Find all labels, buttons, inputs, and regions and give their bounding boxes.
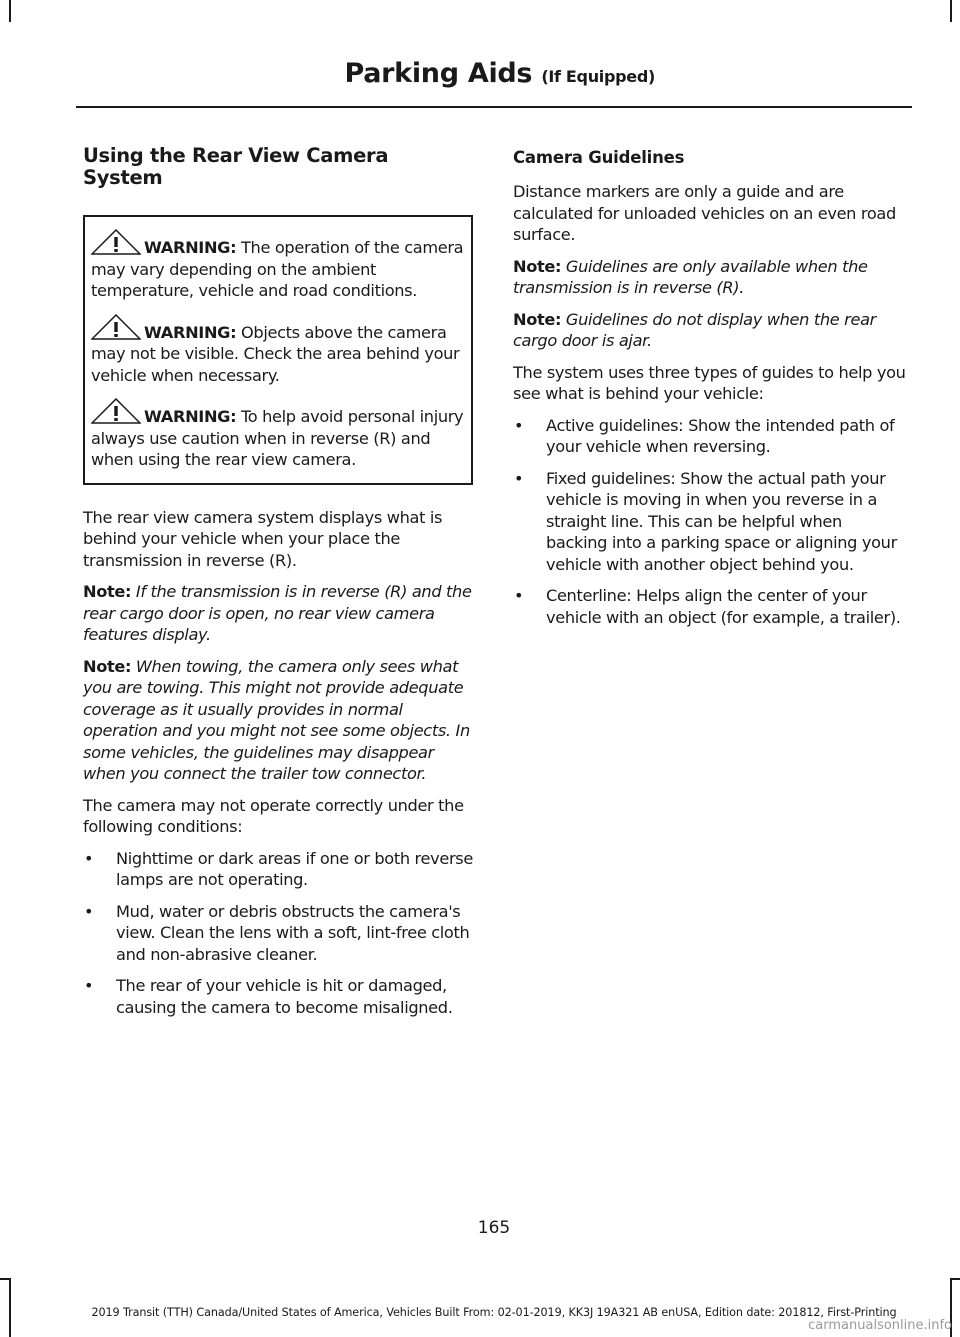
warning-item — [91, 229, 465, 302]
header-title-sub: (If Equipped) — [541, 67, 655, 86]
note-text: If the transmission is in reverse (R) and the rear cargo door is open, no rear view camera features display. — [83, 582, 472, 644]
list-item: • Centerline: Helps align the center of your vehicle with an object (for example, a trailer). — [513, 585, 906, 628]
note-text: Guidelines do not display when the rear cargo door is ajar. — [513, 309, 876, 350]
list-item: • Fixed guidelines: Show the actual path your vehicle is moving in when you reverse in a straight line. This can be helpful when backing into a parking space or aligning your vehicle with another object behind you. — [513, 468, 906, 576]
warning-box — [83, 215, 473, 485]
right-column — [513, 148, 906, 638]
footer-text: 2019 Transit (TTH) Canada/United States of America, Vehicles Built From: 02-01-2019, KK3J 19A321 AB enUSA, Edition date: 201812, First-Printing — [91, 1306, 897, 1319]
note-label: Note: — [83, 656, 132, 676]
warning-triangle-icon — [91, 398, 141, 424]
crop-mark-bottom-right-h — [950, 1278, 960, 1280]
warning-triangle-icon — [91, 314, 141, 340]
warning-text: The operation of the camera may vary depending on the ambient temperature, vehicle and road conditions. — [91, 238, 464, 300]
page-header-title — [344, 58, 655, 89]
warning-label: WARNING: — [144, 407, 237, 426]
note-paragraph — [513, 309, 906, 352]
list-item: • Nighttime or dark areas if one or both reverse lamps are not operating. — [83, 848, 473, 891]
warning-text: Objects above the camera may not be visible. Check the area behind your vehicle when necessary. — [91, 322, 460, 385]
intro-paragraph: Distance markers are only a guide and are calculated for unloaded vehicles on an even road surface. — [513, 182, 896, 244]
note-paragraph — [513, 256, 906, 299]
warning-label: WARNING: — [144, 238, 237, 257]
warning-label: WARNING: — [144, 322, 237, 342]
page-number: 165 — [477, 1218, 511, 1238]
crop-mark-top-left — [9, 0, 11, 22]
guide-types-list — [513, 415, 906, 629]
header-rule — [76, 106, 912, 108]
note-label: Note: — [513, 256, 562, 276]
note-label: Note: — [83, 582, 132, 601]
note-paragraph — [83, 581, 473, 646]
warning-triangle-icon — [91, 229, 141, 255]
crop-mark-top-right — [950, 0, 952, 22]
list-item: • Mud, water or debris obstructs the camera's view. Clean the lens with a soft, lint-free cloth and non-abrasive cleaner. — [83, 901, 473, 966]
intro-paragraph: The rear view camera system displays what is behind your vehicle when your place the transmission in reverse (R). — [83, 507, 443, 570]
warning-item — [91, 398, 465, 471]
conditions-intro: The camera may not operate correctly under the following conditions: — [83, 795, 464, 836]
list-item: • The rear of your vehicle is hit or damaged, causing the camera to become misaligned. — [83, 975, 473, 1018]
types-intro: The system uses three types of guides to help you see what is behind your vehicle: — [513, 362, 906, 403]
subsection-heading: Camera Guidelines — [513, 148, 685, 167]
note-text: When towing, the camera only sees what you are towing. This might not provide adequate coverage as it usually provides in normal operation and you might not see some objects. In some vehicles, the guidelines may disappear when you connect the trailer tow connector. — [83, 656, 470, 783]
crop-mark-bottom-left-h — [0, 1278, 11, 1280]
left-column — [83, 145, 473, 1028]
section-heading: Using the Rear View Camera System — [83, 144, 389, 189]
header-title-main: Parking Aids — [344, 58, 533, 89]
watermark: carmanualsonline.info — [808, 1318, 952, 1333]
note-paragraph — [83, 656, 473, 785]
note-label: Note: — [513, 309, 562, 329]
warning-item — [91, 314, 465, 387]
list-item: • Active guidelines: Show the intended path of your vehicle when reversing. — [513, 415, 906, 458]
conditions-list — [83, 848, 473, 1019]
warning-text: To help avoid personal injury always use caution when in reverse (R) and when using the rear view camera. — [91, 407, 464, 469]
note-text: Guidelines are only available when the transmission is in reverse (R). — [513, 256, 868, 297]
